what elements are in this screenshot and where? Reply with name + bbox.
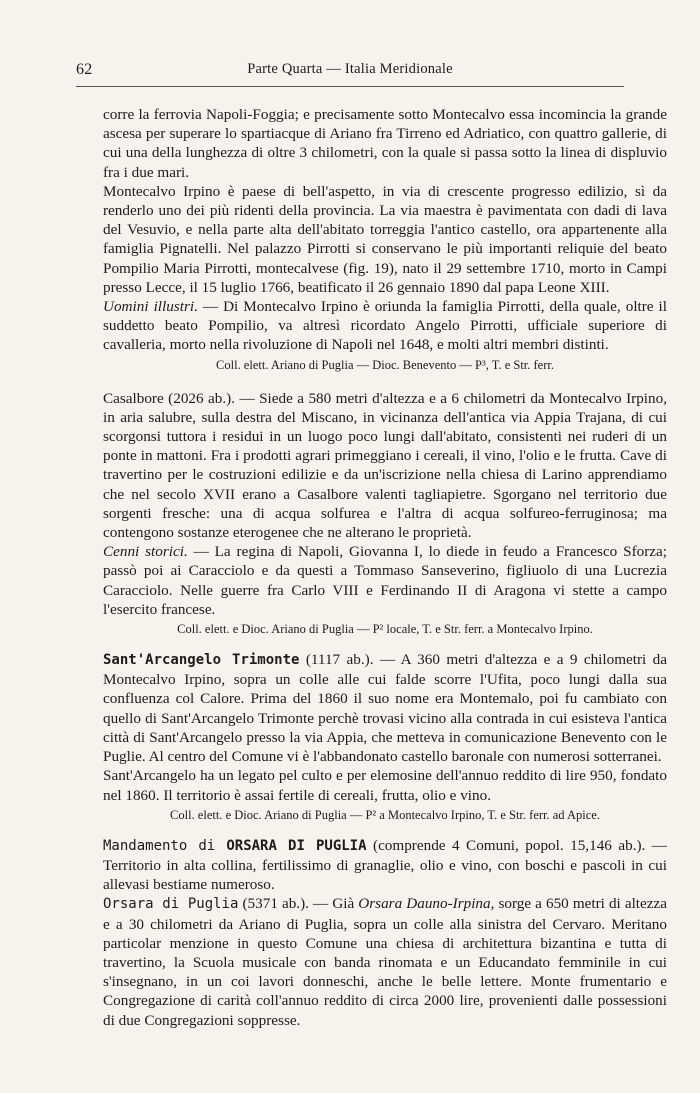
collegio-note-casalbore: Coll. elett. e Dioc. Ariano di Puglia — P² locale, T. e Str. ferr. a Montecalvo Irpino.: [177, 622, 593, 637]
paragraph-sant-arcangelo: [103, 650, 667, 766]
paragraph-mandamento-orsara: [103, 836, 667, 895]
collegio-note-sant-arcangelo: Coll. elett. e Dioc. Ariano di Puglia — P² a Montecalvo Irpino, T. e Str. ferr. ad Apice.: [170, 807, 600, 822]
mandamento-text: (comprende 4 Comuni, popol. 15,146 ab.). — Territorio in alta collina, fertilissimo di granaglie, olio e vino, con boschi e pascoli in cui allevasi bestiame numeroso.: [103, 836, 667, 894]
paragraph-casalbore: [103, 389, 667, 543]
paragraph-continuation: corre la ferrovia Napoli-Foggia; e precisamente sotto Montecalvo essa incomincia la grande ascesa per superare lo spartiacque di Ariano fra Tirreno ed Adriatico, con quattro gallerie, di cui una della lunghezza di oltre 3 chilometri, con la quale si passa sotto la linea di displuvio fra i due mari.: [103, 106, 667, 181]
running-title: Parte Quarta — Italia Meridionale: [247, 61, 453, 77]
paragraph-cenni-storici: [103, 542, 667, 619]
header-rule: [76, 86, 624, 87]
cenni-storici-heading: Cenni storici.: [103, 543, 188, 561]
page-number: 62: [76, 61, 93, 78]
paragraph-montecalvo-text: Montecalvo Irpino è paese di bell'aspetto, in via di crescente progresso edilizio, sì da renderlo uno dei più ridenti della provincia. La via maestra è pavimentata con dadi di lava del Vesuvio, e nella parte alta dell'abitato torreggia l'antico castello, ora appartenente alla famiglia Pignatelli. Nel palazzo Pirrotti si conservano le più importanti reliquie del beato Pompilio Maria Pirrotti, montecalvese (fig. 19), nato il 29 settembre 1710, morto in Campi presso Lecce, il 15 luglio 1766, beatificato il 26 gennaio 1890 dal papa Leone XIII.: [103, 182, 667, 296]
sant-arcangelo-heading: Sant'Arcangelo Trimonte: [103, 652, 300, 669]
casalbore-heading: Casalbore: [103, 389, 164, 407]
page-body: [103, 105, 667, 1030]
paragraph-uomini-illustri: [103, 297, 667, 355]
section-gap: [103, 824, 667, 836]
uomini-illustri-heading: Uomini illustri.: [103, 298, 198, 316]
paragraph-sant-arcangelo-legato: Sant'Arcangelo ha un legato pel culto e per elemosine dell'annuo reddito di lire 950, fondato nel 1860. Il territorio è assai fertile di cereali, frutta, olio e vino.: [103, 767, 667, 804]
collegio-note-montecalvo: Coll. elett. Ariano di Puglia — Dioc. Benevento — P³, T. e Str. ferr.: [216, 357, 554, 372]
orsara-text-2: , sorge a 650 metri di altezza e a 30 chilometri da Ariano di Puglia, sopra un colle alla sinistra del Cervaro. Meritano particolar menzione in questo Comune una chiesa di architettura bizantina e tutta di travertino, la Scuola musicale con banda rinomata e un Educandato femminile in cui s'insegnano, in un coi lavori donneschi, anche le belle lettere. Monte frumentario e Congregazione di carità coll'annuo reddito di circa 2000 lire, provenienti dalle possessioni di due Congregazioni soppresse.: [103, 895, 667, 1029]
casalbore-text: (2026 ab.). — Siede a 580 metri d'altezza e a 6 chilometri da Montecalvo Irpino, in aria salubre, sulla destra del Miscano, in vicinanza dell'antica via Appia Trajana, di cui scorgonsi tuttora i residui in un luogo poco lungi dall'abitato, consistenti nei ruderi di un ponte in mattoni. Fra i prodotti agrari primeggiano i cereali, il vino, l'olio e le frutta. Cave di travertino per le costruzioni edilizie e da un'iscrizione nella chiesa di Larino apprendiamo che nel secolo XVII erano a Casalbore valenti tagliapietre. Sgorgano nel territorio due sorgenti fresche: una di acqua solfurea e l'altra di acqua solfureo-ferruginosa; ma contengono sostanze eterogenee che ne alterano le proprietà.: [103, 389, 667, 542]
orsara-text-1: (5371 ab.). — Già: [238, 895, 359, 913]
mandamento-name: ORSARA DI PUGLIA: [226, 837, 367, 854]
cenni-storici-text: — La regina di Napoli, Giovanna I, lo diede in feudo a Francesco Sforza; passò poi ai Caracciolo e da questi a Tommaso Sanseverino, figliuolo di una Lucrezia Caracciolo. Nelle guerre fra Carlo VIII e Ferdinando II di Aragona vi stette a campo l'esercito francese.: [103, 543, 667, 618]
sant-arcangelo-text: (1117 ab.). — A 360 metri d'altezza e a 9 chilometri da Montecalvo Irpino, sopra un colle alle cui falde scorre l'Ufita, poco lungi dalla sua confluenza col Calore. Prima del 1860 il suo nome era Montemalo, poi fu cambiato con quello di Sant'Arcangelo Trimonte perchè trovasi vicino alla contrada in cui esisteva l'antica città di Sant'Arcangelo presso la via Appia, che metteva in comunicazione Benevento con le Puglie. Al centro del Comune vi è l'abbandonato castello baronale con numerosi sotterranei.: [103, 651, 667, 766]
mandamento-lead: Mandamento di: [103, 837, 227, 854]
section-gap: [103, 374, 667, 389]
orsara-former-name: Orsara Dauno-Irpina: [358, 895, 491, 913]
uomini-illustri-text: — Di Montecalvo Irpino è oriunda la famiglia Pirrotti, della quale, oltre il suddetto beato Pompilio, va altresì ricordato Angelo Pirrotti, ufficiale superiore di cavalleria, morto nella rivoluzione di Napoli nel 1648, e molti altri membri distinti.: [103, 298, 667, 354]
orsara-heading: Orsara di Puglia: [103, 896, 239, 913]
section-gap: [103, 638, 667, 650]
paragraph-orsara: [103, 894, 667, 1029]
paragraph-montecalvo: [103, 182, 667, 297]
running-header: [76, 58, 624, 82]
